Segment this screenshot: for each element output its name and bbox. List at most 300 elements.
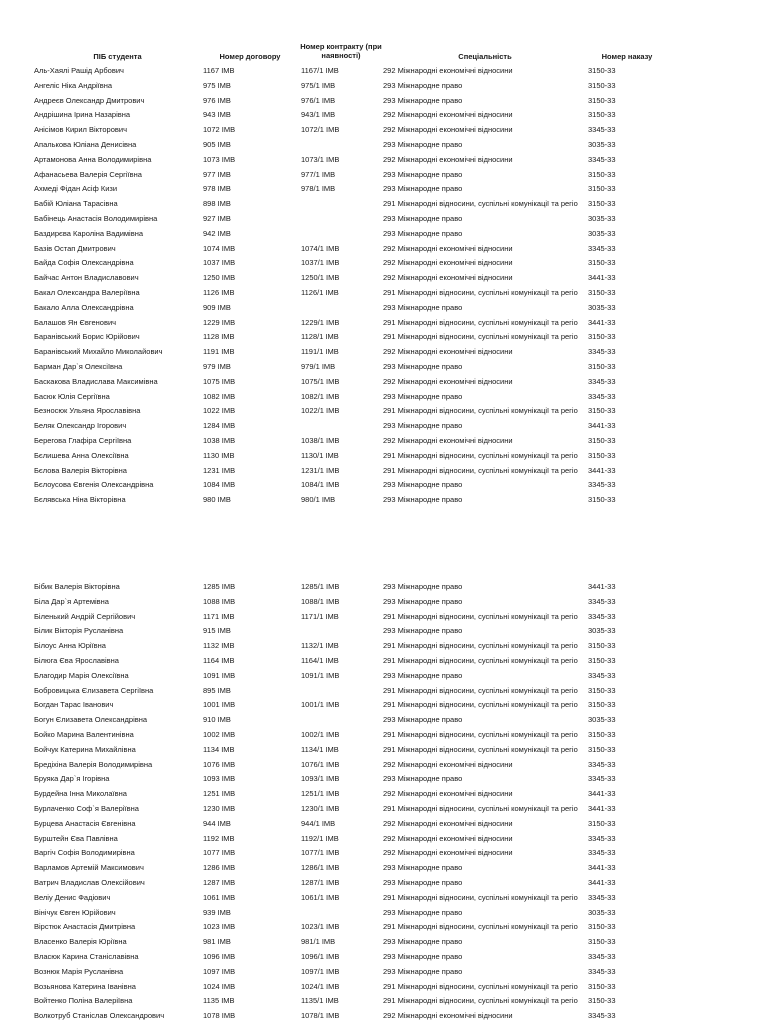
table-row bbox=[0, 242, 768, 257]
contract-number-cell: 1002 IMB bbox=[203, 730, 236, 739]
table-row bbox=[0, 478, 768, 493]
contract-number-optional-cell: 980/1 IMB bbox=[301, 495, 336, 505]
contract-number-cell: 1088 IMB bbox=[203, 596, 236, 606]
specialty-cell: 293 Міжнародне право bbox=[383, 596, 463, 606]
student-name-cell: Білоус Анна Юріївна bbox=[34, 641, 106, 651]
specialty-cell: 292 Міжнародні економічні відносини bbox=[383, 125, 513, 135]
student-name-cell: Вінічук Євген Юрійович bbox=[34, 907, 116, 917]
order-number-cell: 3150-33 bbox=[588, 169, 616, 179]
specialty-cell: 293 Міжнародне право bbox=[383, 95, 463, 105]
table-row bbox=[0, 684, 768, 699]
contract-number-cell: 1231 IMB bbox=[203, 465, 236, 475]
order-number-cell: 3035-33 bbox=[588, 140, 616, 149]
student-name-cell: Бєлявська Ніна Вікторівна bbox=[34, 495, 126, 505]
contract-number-cell: 1074 IMB bbox=[203, 243, 236, 253]
contract-number-cell: 1250 IMB bbox=[203, 273, 236, 283]
student-name-cell: Варламов Артемій Максимович bbox=[34, 863, 144, 873]
student-name-cell: Бобровицька Єлизавета Сергіївна bbox=[34, 685, 154, 695]
contract-number-optional-cell: 1093/1 IMB bbox=[301, 774, 340, 784]
order-number-cell: 3345-33 bbox=[588, 774, 616, 784]
contract-number-cell: 927 IMB bbox=[203, 214, 231, 223]
specialty-cell: 292 Міжнародні економічні відносини bbox=[383, 347, 513, 357]
order-number-cell: 3441-33 bbox=[588, 317, 616, 327]
contract-number-cell: 1038 IMB bbox=[203, 436, 236, 445]
table-row bbox=[0, 123, 768, 138]
order-number-cell: 3441-33 bbox=[588, 582, 616, 591]
table-row bbox=[0, 580, 768, 595]
contract-number-optional-cell: 943/1 IMB bbox=[301, 110, 336, 120]
contract-number-cell: 1091 IMB bbox=[203, 670, 236, 680]
table-row bbox=[0, 920, 768, 935]
specialty-cell: 291 Міжнародні відносини, суспільні комунікації та регіо bbox=[383, 656, 578, 665]
specialty-cell: 293 Міжнародне право bbox=[383, 169, 463, 179]
student-name-cell: Берегова Глафіра Сергіївна bbox=[34, 436, 132, 445]
specialty-cell: 291 Міжнародні відносини, суспільні комунікації та регіо bbox=[383, 700, 578, 710]
table-row bbox=[0, 375, 768, 390]
specialty-cell: 291 Міжнародні відносини, суспільні комунікації та регіо bbox=[383, 804, 578, 813]
specialty-cell: 293 Міжнародне право bbox=[383, 80, 463, 90]
student-name-cell: Баранівський Борис Юрійович bbox=[34, 332, 140, 342]
specialty-cell: 291 Міжнародні відносини, суспільні комунікації та регіо bbox=[383, 199, 578, 209]
order-number-cell: 3441-33 bbox=[588, 863, 616, 873]
contract-number-optional-cell: 1192/1 IMB bbox=[301, 833, 339, 843]
student-name-cell: Барман Дар`я Олексіївна bbox=[34, 362, 123, 371]
contract-number-cell: 1167 IMB bbox=[203, 66, 235, 75]
specialty-cell: 293 Міжнародне право bbox=[383, 582, 463, 591]
contract-number-optional-cell: 1250/1 IMB bbox=[301, 273, 340, 283]
specialty-cell: 293 Міжнародне право bbox=[383, 966, 463, 976]
order-number-cell: 3035-33 bbox=[588, 228, 616, 238]
order-number-cell: 3150-33 bbox=[588, 996, 616, 1006]
specialty-cell: 293 Міжнародне право bbox=[383, 952, 463, 961]
specialty-cell: 291 Міжнародні відносини, суспільні комунікації та регіо bbox=[383, 465, 578, 475]
specialty-cell: 293 Міжнародне право bbox=[383, 214, 463, 223]
specialty-cell: 292 Міжнародні економічні відносини bbox=[383, 243, 513, 253]
contract-number-cell: 1134 IMB bbox=[203, 744, 235, 754]
specialty-cell: 291 Міжнародні відносини, суспільні комунікації та регіо bbox=[383, 317, 578, 327]
order-number-cell: 3150-33 bbox=[588, 656, 616, 665]
contract-number-optional-cell: 1061/1 IMB bbox=[301, 892, 340, 902]
specialty-cell: 291 Міжнародні відносини, суспільні комунікації та регіо bbox=[383, 981, 578, 991]
specialty-cell: 292 Міжнародні економічні відносини bbox=[383, 110, 513, 120]
specialty-cell: 293 Міжнародне право bbox=[383, 421, 463, 431]
table-row bbox=[0, 271, 768, 286]
contract-number-optional-cell: 1082/1 IMB bbox=[301, 391, 340, 401]
contract-number-cell: 1022 IMB bbox=[203, 406, 236, 416]
table-row bbox=[0, 713, 768, 728]
specialty-cell: 293 Міжнародне право bbox=[383, 184, 463, 194]
contract-number-optional-cell: 1002/1 IMB bbox=[301, 730, 340, 739]
order-number-cell: 3345-33 bbox=[588, 952, 616, 961]
student-name-cell: Богун Єлизавета Олександрівна bbox=[34, 715, 148, 725]
contract-number-optional-cell: 1135/1 IMB bbox=[301, 996, 339, 1006]
contract-number-cell: 1093 IMB bbox=[203, 774, 236, 784]
table-row bbox=[0, 153, 768, 168]
table-row bbox=[0, 891, 768, 906]
order-number-cell: 3345-33 bbox=[588, 391, 616, 401]
student-name-cell: Бурдейна Інна Миколаївна bbox=[34, 789, 127, 799]
contract-number-cell: 1126 IMB bbox=[203, 288, 235, 297]
specialty-cell: 291 Міжнародні відносини, суспільні комунікації та регіо bbox=[383, 685, 578, 695]
table-row bbox=[0, 817, 768, 832]
student-name-cell: Бурштейн Єва Павлівна bbox=[34, 833, 118, 843]
table-row bbox=[0, 876, 768, 891]
order-number-cell: 3345-33 bbox=[588, 480, 616, 490]
order-number-cell: 3441-33 bbox=[588, 789, 616, 799]
contract-number-cell: 975 IMB bbox=[203, 80, 231, 90]
student-name-cell: Балашов Ян Євгенович bbox=[34, 317, 117, 327]
contract-number-cell: 910 IMB bbox=[203, 715, 231, 725]
contract-number-cell: 978 IMB bbox=[203, 184, 231, 194]
specialty-cell: 292 Міжнародні економічні відносини bbox=[383, 66, 513, 75]
contract-number-optional-cell: 1077/1 IMB bbox=[301, 848, 340, 858]
specialty-cell: 292 Міжнародні економічні відносини bbox=[383, 1011, 513, 1021]
contract-number-cell: 1076 IMB bbox=[203, 759, 236, 769]
contract-number-cell: 1072 IMB bbox=[203, 125, 236, 135]
contract-number-cell: 1077 IMB bbox=[203, 848, 236, 858]
order-number-cell: 3441-33 bbox=[588, 878, 616, 887]
order-number-cell: 3150-33 bbox=[588, 450, 616, 460]
contract-number-optional-cell: 1229/1 IMB bbox=[301, 317, 340, 327]
contract-number-cell: 1251 IMB bbox=[203, 789, 236, 799]
table-row bbox=[0, 464, 768, 479]
student-name-cell: Білюга Єва Ярославівна bbox=[34, 656, 119, 665]
student-name-cell: Богдан Тарас Іванович bbox=[34, 700, 114, 710]
contract-number-cell: 905 IMB bbox=[203, 140, 231, 149]
student-name-cell: Веліу Денис Фадіович bbox=[34, 892, 111, 902]
specialty-cell: 293 Міжнародне право bbox=[383, 302, 463, 312]
contract-number-cell: 1164 IMB bbox=[203, 656, 235, 665]
contract-number-optional-cell: 1128/1 IMB bbox=[301, 332, 339, 342]
contract-number-optional-cell: 1078/1 IMB bbox=[301, 1011, 340, 1021]
specialty-cell: 291 Міжнародні відносини, суспільні комунікації та регіо bbox=[383, 611, 578, 621]
table-row bbox=[0, 286, 768, 301]
contract-number-optional-cell: 1287/1 IMB bbox=[301, 878, 340, 887]
order-number-cell: 3345-33 bbox=[588, 670, 616, 680]
table-row bbox=[0, 610, 768, 625]
contract-number-cell: 1097 IMB bbox=[203, 966, 236, 976]
order-number-cell: 3035-33 bbox=[588, 214, 616, 223]
contract-number-cell: 980 IMB bbox=[203, 495, 231, 505]
specialty-cell: 292 Міжнародні економічні відносини bbox=[383, 789, 513, 799]
student-name-cell: Бурлаченко Соф`я Валеріївна bbox=[34, 804, 139, 813]
student-name-cell: Возьянова Катерина Іванівна bbox=[34, 981, 136, 991]
order-number-cell: 3150-33 bbox=[588, 981, 616, 991]
student-name-cell: Бабінець Анастасія Володимирівна bbox=[34, 214, 158, 223]
student-name-cell: Вознюк Марія Русланівна bbox=[34, 966, 124, 976]
student-name-cell: Афанасьева Валерія Сергіївна bbox=[34, 169, 142, 179]
table-row bbox=[0, 256, 768, 271]
order-number-cell: 3345-33 bbox=[588, 154, 616, 164]
specialty-cell: 291 Міжнародні відносини, суспільні комунікації та регіо bbox=[383, 922, 578, 932]
contract-number-cell: 1023 IMB bbox=[203, 922, 236, 932]
student-name-cell: Байчас Антон Владиславович bbox=[34, 273, 139, 283]
order-number-cell: 3150-33 bbox=[588, 66, 616, 75]
specialty-cell: 292 Міжнародні економічні відносини bbox=[383, 376, 513, 386]
specialty-cell: 292 Міжнародні економічні відносини bbox=[383, 154, 513, 164]
table-row bbox=[0, 728, 768, 743]
contract-number-optional-cell: 1130/1 IMB bbox=[301, 450, 339, 460]
student-name-cell: Біла Дар`я Артемівна bbox=[34, 596, 109, 606]
table-row bbox=[0, 743, 768, 758]
contract-number-cell: 1082 IMB bbox=[203, 391, 236, 401]
table-row bbox=[0, 669, 768, 684]
table-row bbox=[0, 980, 768, 995]
contract-number-optional-cell: 1164/1 IMB bbox=[301, 656, 339, 665]
specialty-cell: 293 Міжнародне право bbox=[383, 362, 463, 371]
order-number-cell: 3150-33 bbox=[588, 332, 616, 342]
order-number-cell: 3345-33 bbox=[588, 243, 616, 253]
table-row bbox=[0, 94, 768, 109]
table-row bbox=[0, 316, 768, 331]
table-row bbox=[0, 965, 768, 980]
order-number-cell: 3150-33 bbox=[588, 744, 616, 754]
student-name-cell: Бредіхіна Валерія Володимирівна bbox=[34, 759, 153, 769]
student-name-cell: Бабій Юліана Тарасівна bbox=[34, 199, 118, 209]
contract-number-cell: 1061 IMB bbox=[203, 892, 236, 902]
table-row bbox=[0, 787, 768, 802]
order-number-cell: 3345-33 bbox=[588, 848, 616, 858]
student-name-cell: Андрішина Ірина Назарівна bbox=[34, 110, 131, 120]
contract-number-optional-cell: 981/1 IMB bbox=[301, 937, 336, 947]
order-number-cell: 3345-33 bbox=[588, 611, 616, 621]
table-row bbox=[0, 330, 768, 345]
student-name-cell: Вірстюк Анастасія Дмитрівна bbox=[34, 922, 136, 932]
table-row bbox=[0, 1009, 768, 1024]
table-row bbox=[0, 227, 768, 242]
specialty-cell: 292 Міжнародні економічні відносини bbox=[383, 436, 513, 445]
order-number-cell: 3150-33 bbox=[588, 730, 616, 739]
student-name-cell: Бруяка Дар`я Ігорівна bbox=[34, 774, 110, 784]
contract-number-optional-cell: 1167/1 IMB bbox=[301, 66, 339, 75]
contract-number-cell: 1192 IMB bbox=[203, 833, 235, 843]
contract-number-optional-cell: 1132/1 IMB bbox=[301, 641, 339, 651]
order-number-cell: 3150-33 bbox=[588, 922, 616, 932]
specialty-cell: 293 Міжнародне право bbox=[383, 907, 463, 917]
contract-number-optional-cell: 1091/1 IMB bbox=[301, 670, 340, 680]
table-row bbox=[0, 493, 768, 508]
student-name-cell: Анісімов Кирил Вікторович bbox=[34, 125, 127, 135]
student-name-cell: Бібик Валерія Вікторівна bbox=[34, 582, 120, 591]
student-name-cell: Базів Остап Дмитрович bbox=[34, 243, 116, 253]
contract-number-optional-cell: 1076/1 IMB bbox=[301, 759, 340, 769]
student-name-cell: Бєлишева Анна Олексіївна bbox=[34, 450, 129, 460]
student-name-cell: Біленький Андрій Сергійович bbox=[34, 611, 136, 621]
table-row bbox=[0, 906, 768, 921]
table-row bbox=[0, 595, 768, 610]
contract-number-optional-cell: 979/1 IMB bbox=[301, 362, 336, 371]
student-name-cell: Байда Софія Олександрівна bbox=[34, 258, 134, 268]
contract-number-optional-cell: 1022/1 IMB bbox=[301, 406, 340, 416]
contract-number-optional-cell: 1037/1 IMB bbox=[301, 258, 340, 268]
contract-number-cell: 1084 IMB bbox=[203, 480, 236, 490]
specialty-cell: 291 Міжнародні відносини, суспільні комунікації та регіо bbox=[383, 406, 578, 416]
table-row bbox=[0, 212, 768, 227]
specialty-cell: 292 Міжнародні економічні відносини bbox=[383, 759, 513, 769]
contract-number-cell: 942 IMB bbox=[203, 228, 231, 238]
specialty-cell: 291 Міжнародні відносини, суспільні комунікації та регіо bbox=[383, 996, 578, 1006]
order-number-cell: 3150-33 bbox=[588, 937, 616, 947]
specialty-cell: 293 Міжнародне право bbox=[383, 495, 463, 505]
table-row bbox=[0, 360, 768, 375]
table-row bbox=[0, 832, 768, 847]
contract-number-cell: 939 IMB bbox=[203, 907, 231, 917]
contract-number-cell: 1075 IMB bbox=[203, 376, 236, 386]
table-row bbox=[0, 138, 768, 153]
student-name-cell: Білик Вікторія Русланівна bbox=[34, 626, 124, 636]
order-number-cell: 3345-33 bbox=[588, 125, 616, 135]
contract-number-cell: 1130 IMB bbox=[203, 450, 235, 460]
contract-number-cell: 1001 IMB bbox=[203, 700, 236, 710]
order-number-cell: 3345-33 bbox=[588, 759, 616, 769]
contract-number-cell: 1024 IMB bbox=[203, 981, 236, 991]
table-row bbox=[0, 197, 768, 212]
table-row bbox=[0, 861, 768, 876]
contract-number-optional-cell: 944/1 IMB bbox=[301, 818, 336, 828]
specialty-cell: 293 Міжнародне право bbox=[383, 626, 463, 636]
order-number-cell: 3150-33 bbox=[588, 436, 616, 445]
table-row bbox=[0, 639, 768, 654]
student-name-cell: Бєлоусова Євгенія Олександрівна bbox=[34, 480, 154, 490]
specialty-cell: 293 Міжнародне право bbox=[383, 937, 463, 947]
contract-number-cell: 1285 IMB bbox=[203, 582, 236, 591]
contract-number-cell: 1284 IMB bbox=[203, 421, 236, 431]
contract-number-cell: 909 IMB bbox=[203, 302, 231, 312]
student-name-cell: Ангеліс Ніка Андріївна bbox=[34, 80, 113, 90]
contract-number-optional-cell: 1075/1 IMB bbox=[301, 376, 340, 386]
header-contract-number-optional: Номер контракту (при наявності) bbox=[300, 42, 382, 60]
order-number-cell: 3035-33 bbox=[588, 907, 616, 917]
specialty-cell: 292 Міжнародні економічні відносини bbox=[383, 848, 513, 858]
header-specialty: Спеціальність bbox=[458, 52, 512, 61]
student-name-cell: Ватрич Владислав Олексійович bbox=[34, 878, 145, 887]
specialty-cell: 292 Міжнародні економічні відносини bbox=[383, 818, 513, 828]
specialty-cell: 293 Міжнародне право bbox=[383, 670, 463, 680]
order-number-cell: 3150-33 bbox=[588, 184, 616, 194]
order-number-cell: 3150-33 bbox=[588, 288, 616, 297]
table-row bbox=[0, 935, 768, 950]
contract-number-optional-cell: 1126/1 IMB bbox=[301, 288, 339, 297]
student-name-cell: Бойчук Катерина Михайлівна bbox=[34, 744, 136, 754]
student-name-cell: Андреєв Олександр Дмитрович bbox=[34, 95, 145, 105]
contract-number-cell: 979 IMB bbox=[203, 362, 231, 371]
specialty-cell: 293 Міжнародне право bbox=[383, 480, 463, 490]
student-name-cell: Ахмеді Фідан Асіф Кизи bbox=[34, 184, 118, 194]
contract-number-cell: 1037 IMB bbox=[203, 258, 236, 268]
contract-number-cell: 977 IMB bbox=[203, 169, 231, 179]
contract-number-optional-cell: 1286/1 IMB bbox=[301, 863, 340, 873]
contract-number-cell: 1128 IMB bbox=[203, 332, 235, 342]
contract-number-cell: 1286 IMB bbox=[203, 863, 236, 873]
table-row bbox=[0, 624, 768, 639]
order-number-cell: 3035-33 bbox=[588, 715, 616, 725]
contract-number-cell: 898 IMB bbox=[203, 199, 231, 209]
table-row bbox=[0, 79, 768, 94]
table-row bbox=[0, 64, 768, 79]
contract-number-cell: 895 IMB bbox=[203, 685, 231, 695]
contract-number-cell: 915 IMB bbox=[203, 626, 231, 636]
table-row bbox=[0, 182, 768, 197]
specialty-cell: 293 Міжнародне право bbox=[383, 863, 463, 873]
table-row bbox=[0, 698, 768, 713]
contract-number-cell: 1230 IMB bbox=[203, 804, 236, 813]
order-number-cell: 3345-33 bbox=[588, 347, 616, 357]
student-name-cell: Безносюк Ульяна Ярославівна bbox=[34, 406, 141, 416]
specialty-cell: 293 Міжнародне право bbox=[383, 140, 463, 149]
contract-number-optional-cell: 1088/1 IMB bbox=[301, 596, 340, 606]
student-name-cell: Власюк Карина Станіславівна bbox=[34, 952, 139, 961]
contract-number-optional-cell: 1001/1 IMB bbox=[301, 700, 340, 710]
order-number-cell: 3150-33 bbox=[588, 80, 616, 90]
contract-number-optional-cell: 1024/1 IMB bbox=[301, 981, 340, 991]
specialty-cell: 293 Міжнародне право bbox=[383, 228, 463, 238]
table-row bbox=[0, 404, 768, 419]
specialty-cell: 291 Міжнародні відносини, суспільні комунікації та регіо bbox=[383, 450, 578, 460]
table-header bbox=[0, 40, 768, 66]
contract-number-cell: 1191 IMB bbox=[203, 347, 235, 357]
contract-number-cell: 1078 IMB bbox=[203, 1011, 236, 1021]
order-number-cell: 3150-33 bbox=[588, 110, 616, 120]
contract-number-optional-cell: 1251/1 IMB bbox=[301, 789, 340, 799]
contract-number-cell: 1096 IMB bbox=[203, 952, 236, 961]
order-number-cell: 3150-33 bbox=[588, 258, 616, 268]
contract-number-cell: 976 IMB bbox=[203, 95, 231, 105]
table-row bbox=[0, 654, 768, 669]
table-row bbox=[0, 802, 768, 817]
order-number-cell: 3441-33 bbox=[588, 273, 616, 283]
order-number-cell: 3035-33 bbox=[588, 302, 616, 312]
contract-number-optional-cell: 1134/1 IMB bbox=[301, 744, 339, 754]
order-number-cell: 3150-33 bbox=[588, 406, 616, 416]
contract-number-optional-cell: 975/1 IMB bbox=[301, 80, 336, 90]
order-number-cell: 3150-33 bbox=[588, 95, 616, 105]
table-row bbox=[0, 345, 768, 360]
specialty-cell: 293 Міжнародне право bbox=[383, 878, 463, 887]
order-number-cell: 3345-33 bbox=[588, 376, 616, 386]
contract-number-optional-cell: 977/1 IMB bbox=[301, 169, 336, 179]
order-number-cell: 3150-33 bbox=[588, 362, 616, 371]
order-number-cell: 3150-33 bbox=[588, 818, 616, 828]
specialty-cell: 293 Міжнародне право bbox=[383, 715, 463, 725]
specialty-cell: 292 Міжнародні економічні відносини bbox=[383, 258, 513, 268]
order-number-cell: 3035-33 bbox=[588, 626, 616, 636]
table-row bbox=[0, 449, 768, 464]
specialty-cell: 291 Міжнародні відносини, суспільні комунікації та регіо bbox=[383, 730, 578, 739]
header-order-number: Номер наказу bbox=[601, 52, 653, 61]
order-number-cell: 3345-33 bbox=[588, 833, 616, 843]
student-name-cell: Аль-Хаялі Рашід Арбович bbox=[34, 66, 124, 75]
contract-number-cell: 1132 IMB bbox=[203, 641, 235, 651]
table-row bbox=[0, 950, 768, 965]
contract-number-optional-cell: 1084/1 IMB bbox=[301, 480, 340, 490]
contract-number-optional-cell: 978/1 IMB bbox=[301, 184, 336, 194]
contract-number-optional-cell: 1096/1 IMB bbox=[301, 952, 340, 961]
contract-number-optional-cell: 1023/1 IMB bbox=[301, 922, 340, 932]
specialty-cell: 292 Міжнародні економічні відносини bbox=[383, 273, 513, 283]
order-number-cell: 3150-33 bbox=[588, 685, 616, 695]
order-number-cell: 3345-33 bbox=[588, 892, 616, 902]
table-row bbox=[0, 434, 768, 449]
order-number-cell: 3150-33 bbox=[588, 495, 616, 505]
table-row bbox=[0, 772, 768, 787]
contract-number-optional-cell: 1191/1 IMB bbox=[301, 347, 339, 357]
table-row bbox=[0, 758, 768, 773]
table-row bbox=[0, 108, 768, 123]
specialty-cell: 291 Міжнародні відносини, суспільні комунікації та регіо bbox=[383, 288, 578, 297]
student-name-cell: Беляк Олександр Ігорович bbox=[34, 421, 127, 431]
table-row bbox=[0, 390, 768, 405]
student-name-cell: Бєлова Валерія Вікторівна bbox=[34, 465, 127, 475]
